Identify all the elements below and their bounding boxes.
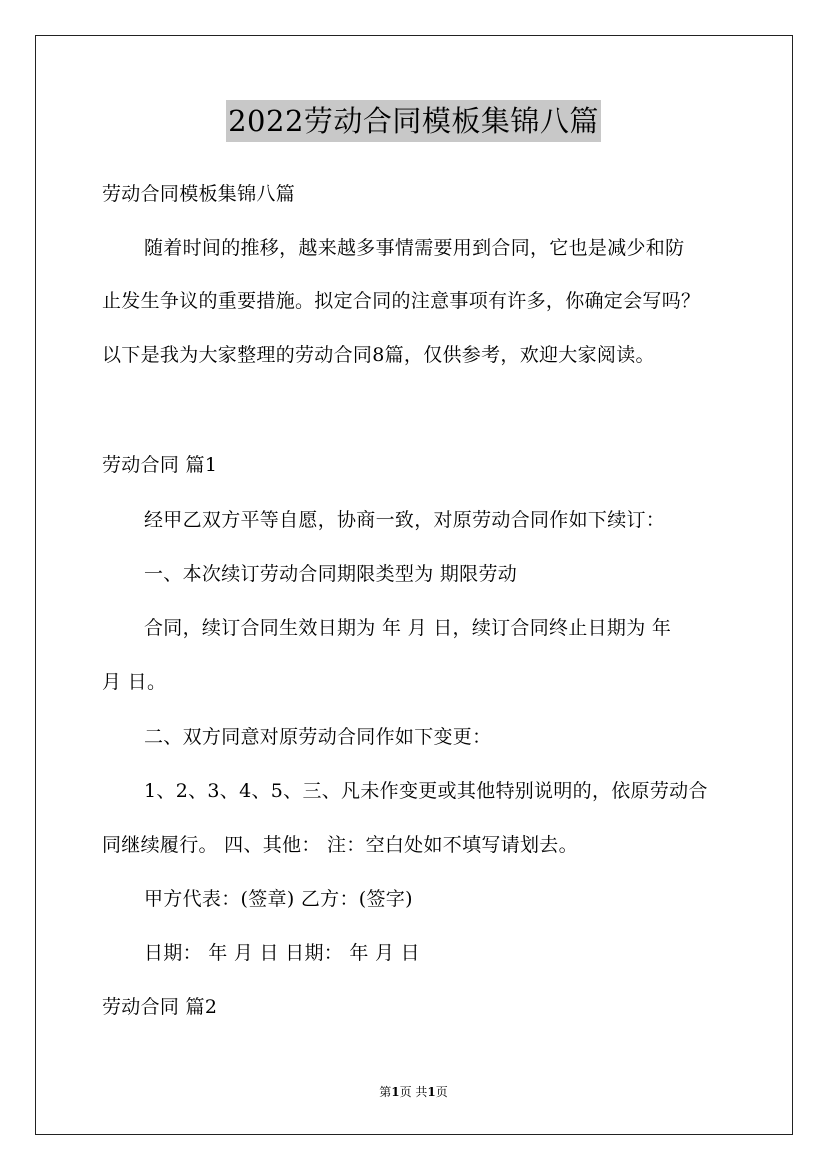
title-container [0, 100, 827, 142]
signature-line: 甲方代表：(签章) 乙方：(签字) [144, 888, 413, 910]
footer-mid: 页 共 [399, 1085, 428, 1099]
footer-prefix: 第 [379, 1085, 392, 1099]
footer-page-number: 1 [391, 1085, 400, 1099]
footer-page-total: 1 [427, 1085, 436, 1099]
section-1-line-5: 二、双方同意对原劳动合同作如下变更： [144, 726, 492, 748]
date-line: 日期： 年 月 日 日期： 年 月 日 [144, 942, 420, 964]
section-1-line-4: 月 日。 [102, 671, 167, 693]
intro-line-1: 随着时间的推移，越来越多事情需要用到合同，它也是减少和防 [144, 237, 685, 259]
section-1-line-2: 一、本次续订劳动合同期限类型为 期限劳动 [144, 563, 518, 585]
section-1-heading: 劳动合同 篇1 [102, 454, 218, 476]
footer-suffix: 页 [435, 1085, 448, 1099]
section-1-line-3: 合同，续订合同生效日期为 年 月 日，续订合同终止日期为 年 [144, 617, 672, 639]
document-title: 2022劳动合同模板集锦八篇 [226, 100, 601, 142]
section-2-heading: 劳动合同 篇2 [102, 996, 218, 1018]
subtitle: 劳动合同模板集锦八篇 [102, 183, 296, 205]
intro-line-3: 以下是我为大家整理的劳动合同8篇，仅供参考，欢迎大家阅读。 [102, 344, 655, 366]
page-footer [0, 1083, 827, 1100]
section-1-line-7: 同继续履行。 四、其他： 注：空白处如不填写请划去。 [102, 834, 578, 856]
section-1-line-1: 经甲乙双方平等自愿，协商一致，对原劳动合同作如下续订： [144, 509, 666, 531]
intro-line-2: 止发生争议的重要措施。拟定合同的注意事项有许多，你确定会写吗？ [102, 290, 701, 312]
section-1-line-6: 1、2、3、4、5、三、凡未作变更或其他特别说明的，依原劳动合 [144, 780, 708, 802]
